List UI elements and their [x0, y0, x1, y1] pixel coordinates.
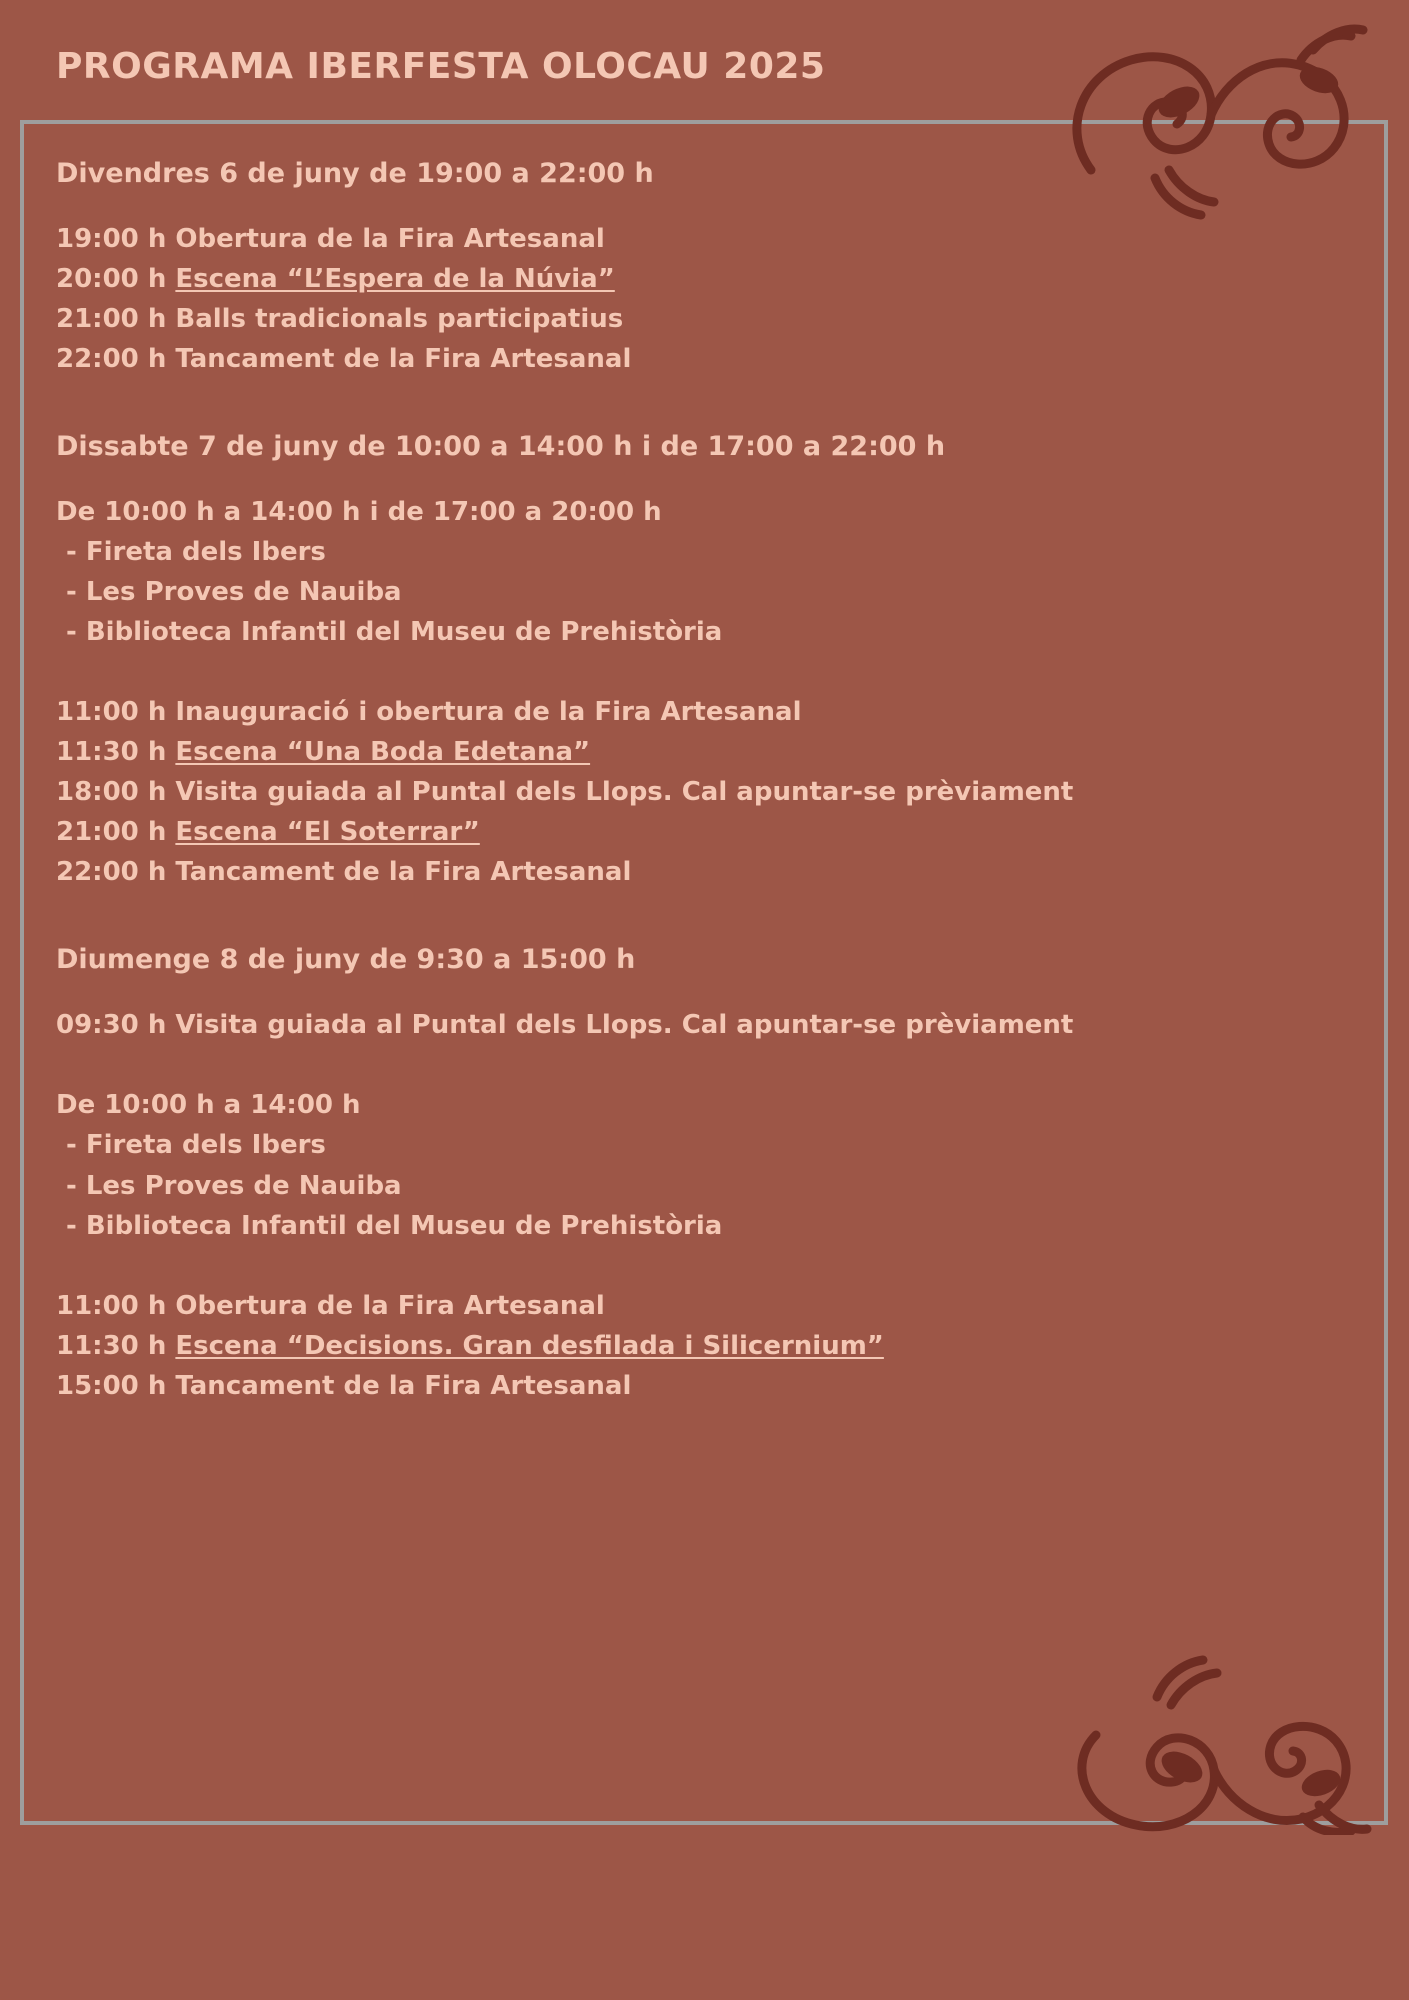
event-line: [56, 259, 1326, 299]
event-scene-link[interactable]: Escena “Una Boda Edetana”: [175, 737, 591, 768]
program-content: [56, 160, 1326, 1406]
event-line: 18:00 h Visita guiada al Puntal dels Llops. Cal apuntar-se prèviament: [56, 777, 1074, 808]
event-line: [56, 812, 1326, 852]
event-line: 22:00 h Tancament de la Fira Artesanal: [56, 344, 632, 375]
spacer: [56, 466, 1326, 492]
event-time: 20:00 h: [56, 264, 176, 295]
event-scene-link[interactable]: Escena “L’Espera de la Núvia”: [175, 264, 615, 295]
event-line: 11:00 h Obertura de la Fira Artesanal: [56, 1290, 605, 1321]
list-item: - Fireta dels Ibers: [66, 537, 326, 568]
list-item: - Biblioteca Infantil del Museu de Prehistòria: [66, 617, 723, 648]
event-line: 19:00 h Obertura de la Fira Artesanal: [56, 224, 605, 254]
event-line: 22:00 h Tancament de la Fira Artesanal: [56, 857, 632, 888]
schedule-range: De 10:00 h a 14:00 h i de 17:00 a 20:00 h: [56, 497, 662, 528]
list-item: - Les Proves de Nauiba: [66, 577, 402, 608]
spacer: [56, 652, 1326, 692]
day-heading-saturday: Dissabte 7 de juny de 10:00 a 14:00 h i de 17:00 a 22:00 h: [56, 431, 946, 463]
list-item: - Les Proves de Nauiba: [66, 1170, 402, 1201]
event-line: 11:00 h Inauguració i obertura de la Fira Artesanal: [56, 697, 802, 728]
spacer: [56, 979, 1326, 1005]
event-scene-link[interactable]: Escena “Decisions. Gran desfilada i Silicernium”: [175, 1330, 884, 1361]
day-heading-sunday: Diumenge 8 de juny de 9:30 a 15:00 h: [56, 944, 636, 976]
event-line: 15:00 h Tancament de la Fira Artesanal: [56, 1370, 632, 1401]
event-line: [56, 1326, 1326, 1366]
event-time: 21:00 h: [56, 817, 176, 848]
spacer: [56, 1246, 1326, 1286]
event-line: [56, 732, 1326, 772]
day-heading-friday: Divendres 6 de juny de 19:00 a 22:00 h: [56, 158, 654, 189]
spacer: [56, 379, 1326, 433]
event-line: 21:00 h Balls tradicionals participatius: [56, 304, 624, 335]
page-title: PROGRAMA IBERFESTA OLOCAU 2025: [56, 46, 826, 87]
event-line: 09:30 h Visita guiada al Puntal dels Llops. Cal apuntar-se prèviament: [56, 1010, 1074, 1041]
spacer: [56, 892, 1326, 946]
spacer: [56, 1045, 1326, 1085]
event-scene-link[interactable]: Escena “El Soterrar”: [175, 817, 480, 848]
event-time: 11:30 h: [56, 737, 176, 768]
iberian-spiral-ornament-bottom-icon: [1051, 1635, 1381, 1835]
list-item: - Fireta dels Ibers: [66, 1130, 326, 1161]
spacer: [56, 193, 1326, 219]
list-item: - Biblioteca Infantil del Museu de Prehistòria: [66, 1210, 723, 1241]
event-time: 11:30 h: [56, 1330, 176, 1361]
schedule-range: De 10:00 h a 14:00 h: [56, 1090, 361, 1121]
